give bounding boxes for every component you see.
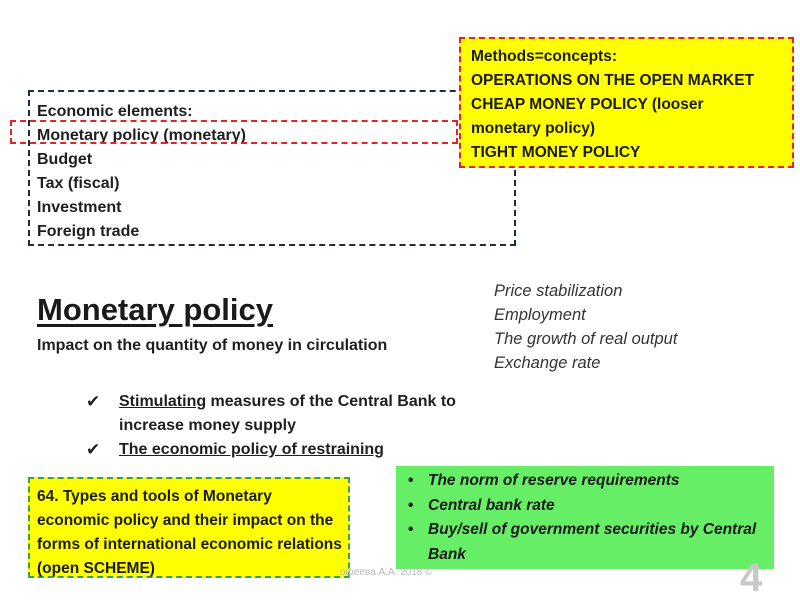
tools-box — [396, 466, 774, 569]
checkmark-icon: ✔ — [86, 392, 101, 411]
checkmark-icon: ✔ — [86, 440, 101, 459]
stimulating-rest: measures of the Central Bank to — [206, 393, 456, 410]
checklist-item-stimulating — [86, 390, 456, 438]
method-cheap-money-cont: monetary policy) — [471, 120, 596, 137]
tool-item — [404, 518, 766, 567]
page-number: 4 — [740, 556, 763, 600]
tool-item — [404, 494, 766, 519]
goal-item: The growth of real output — [494, 330, 678, 348]
method-tight-money: TIGHT MONEY POLICY — [471, 144, 641, 161]
goal-item: Price stabilization — [494, 282, 623, 300]
methods-box — [459, 37, 794, 168]
bullet-icon: • — [408, 472, 414, 489]
tool-reserve-requirements: The norm of reserve requirements — [428, 472, 680, 489]
bullet-icon: • — [408, 496, 414, 514]
economic-elements-heading: Economic elements: — [37, 103, 193, 120]
element-tax: Tax (fiscal) — [37, 175, 120, 192]
stimulating-line2: increase money supply — [119, 417, 296, 434]
method-cheap-money: CHEAP MONEY POLICY (looser — [471, 96, 704, 113]
footer-author: офеева А.А. 2018 © — [340, 567, 433, 578]
goal-item: Exchange rate — [494, 354, 601, 372]
method-open-market: OPERATIONS ON THE OPEN MARKET — [471, 72, 755, 89]
question-box — [28, 477, 350, 578]
tool-securities: Buy/sell of government securities by Central Bank — [428, 521, 757, 563]
bullet-icon: • — [408, 521, 414, 538]
question-text: 64. Types and tools of Monetary economic policy and their impact on the forms of international economic relations (open SCHEME) — [37, 488, 342, 577]
goals-list — [494, 279, 677, 375]
checklist-item-restraining — [86, 438, 456, 462]
element-budget: Budget — [37, 151, 93, 168]
tool-central-bank-rate: Central bank rate — [428, 496, 555, 514]
stimulating-label: Stimulating — [119, 393, 207, 410]
restraining-label: The economic policy of restraining — [119, 441, 384, 458]
element-monetary: Monetary policy (monetary) — [37, 127, 246, 144]
policy-types-checklist — [86, 390, 456, 462]
monetary-policy-title: Monetary policy — [37, 292, 273, 327]
methods-heading: Methods=concepts: — [471, 48, 617, 65]
tool-item — [404, 469, 766, 494]
element-foreign-trade: Foreign trade — [37, 223, 140, 240]
goal-item: Employment — [494, 306, 586, 324]
monetary-policy-subtitle: Impact on the quantity of money in circulation — [37, 337, 388, 354]
element-investment: Investment — [37, 199, 122, 216]
monetary-highlight-frame — [10, 120, 458, 144]
